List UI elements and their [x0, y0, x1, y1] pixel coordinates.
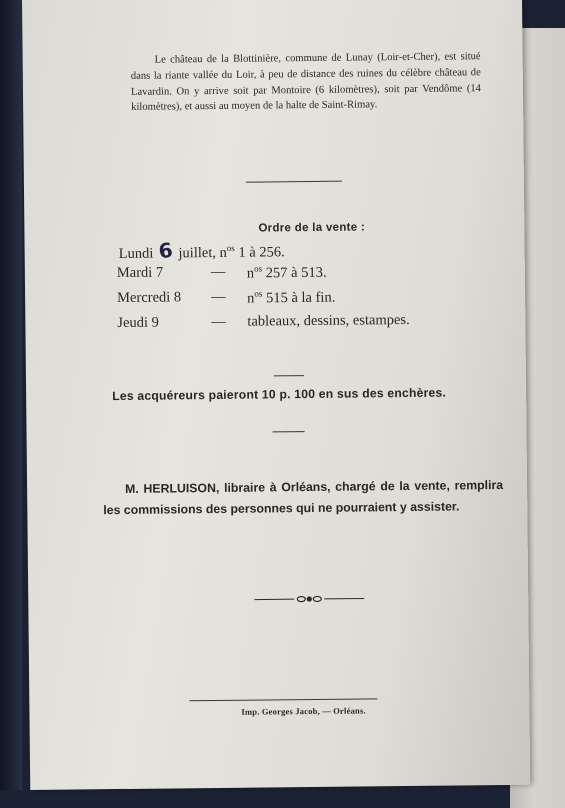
sale-day: Mercredi 8 — [117, 289, 181, 307]
intro-paragraph: Le château de la Blottinière, commune de Lunay (Loir-et-Cher), est situé dans la riante vallée du Loir, à peu de distance des ruines du célèbre château de Lavardin. On y arrive soit par Montoire (6 kilomètres), soit par Vendôme (14 kilomètres), et aussi au moyen de la halte de Saint-Rimay. — [131, 49, 482, 116]
sale-row-thursday — [117, 311, 477, 332]
buyers-fee-notice: Les acquéreurs paieront 10 p. 100 en sus des enchères. — [112, 386, 446, 403]
sale-day: Jeudi 9 — [117, 315, 159, 332]
sale-day: Lundi — [119, 246, 154, 263]
sale-row-wednesday — [117, 286, 477, 307]
handwritten-date: 6 — [157, 238, 174, 264]
imprint-rule — [189, 698, 377, 701]
sale-desc: $n^{os}$ 1 à 256. — [219, 244, 284, 261]
background-edge — [0, 0, 22, 790]
sale-dash: — — [211, 264, 226, 281]
ornament-divider — [254, 592, 364, 605]
sale-desc: $n^{os}$ 257 à 513. — [247, 263, 327, 283]
sale-day: Mardi 7 — [117, 265, 163, 282]
divider-lower — [273, 431, 305, 432]
sale-desc: $n^{os}$ 515 à la fin. — [247, 288, 335, 308]
sale-row-tuesday — [117, 261, 477, 282]
sale-dash: — — [211, 289, 226, 306]
sale-order-title: Ordre de la vente : — [258, 221, 365, 234]
divider-middle — [274, 375, 304, 376]
printer-imprint: Imp. Georges Jacob, — Orléans. — [241, 705, 365, 716]
divider-top — [246, 181, 342, 183]
sale-desc: tableaux, dessins, estampes. — [247, 312, 409, 331]
sale-row-monday — [119, 237, 285, 263]
sale-dash: — — [211, 314, 226, 331]
document-page — [22, 0, 530, 790]
sale-month: juillet, — [178, 245, 216, 261]
bookseller-notice: M. HERLUISON, libraire à Orléans, chargé de la vente, remplira les commissions des personnes qui ne pourraient y assister. — [103, 475, 503, 521]
